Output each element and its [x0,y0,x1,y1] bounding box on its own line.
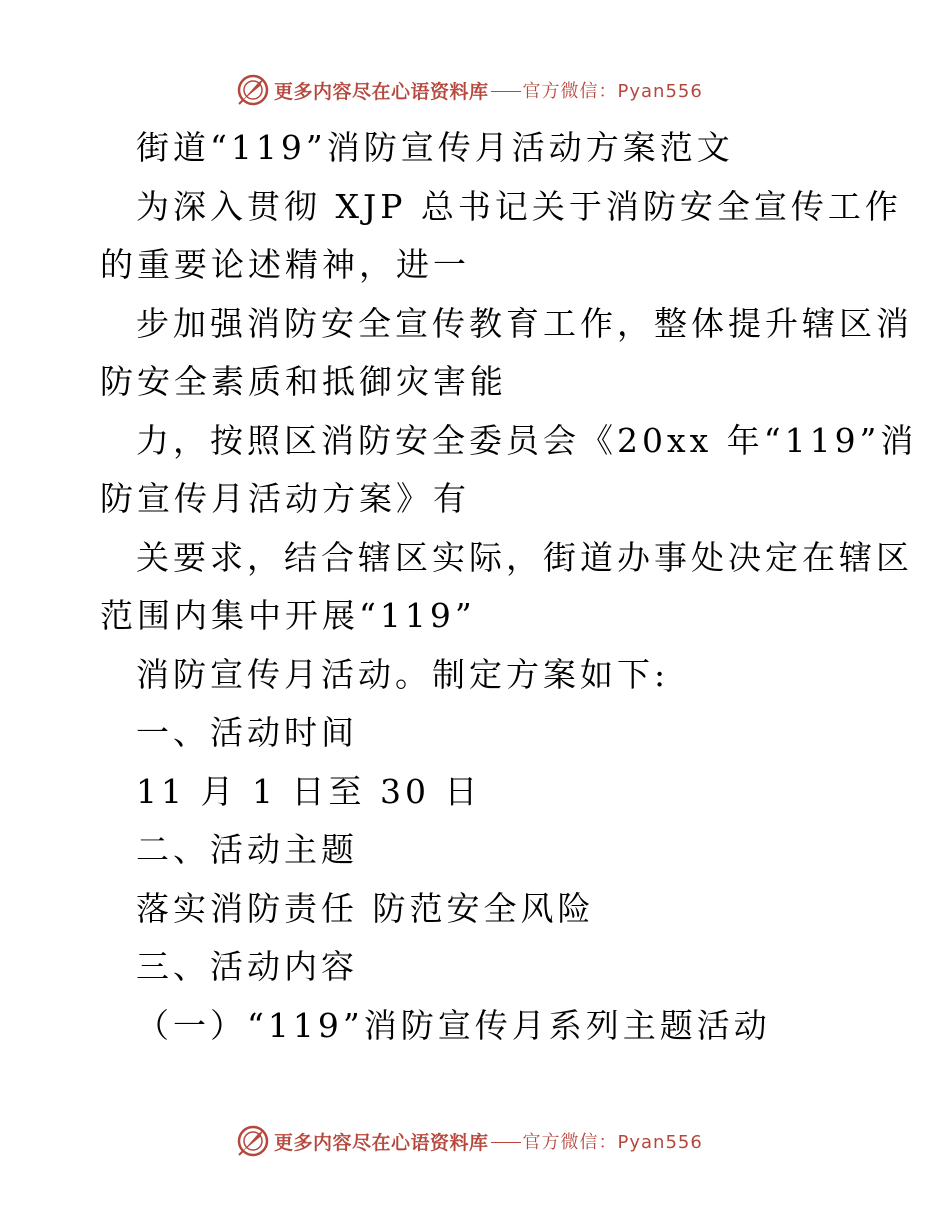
footer-watermark [236,1124,703,1158]
header-watermark [236,73,703,107]
subsection-heading: （一）“119”消防宣传月系列主题活动 [136,1006,771,1045]
paragraph-line: 为深入贯彻 XJP 总书记关于消防安全宣传工作 [136,187,902,226]
section-heading: 一、活动时间 [136,713,358,752]
paragraph-line: 关要求，结合辖区实际，街道办事处决定在辖区 [136,538,913,577]
watermark-sub-text: 官方微信：Pyan556 [522,81,703,102]
paragraph-line: 范围内集中开展“119” [100,596,476,635]
paragraph-line: 防宣传月活动方案》有 [100,479,470,518]
document-title: 街道“119”消防宣传月活动方案范文 [136,128,734,167]
watermark-main-text: 更多内容尽在心语资料库 [274,1131,489,1154]
watermark-dash [491,91,521,92]
paragraph-line: 11 月 1 日至 30 日 [136,772,482,811]
paragraph-line: 步加强消防安全宣传教育工作，整体提升辖区消 [136,304,913,343]
paragraph-line: 消防宣传月活动。制定方案如下: [136,655,670,694]
watermark-sub-text: 官方微信：Pyan556 [522,1132,703,1153]
paragraph-line: 落实消防责任 防范安全风险 [136,889,595,928]
quill-logo-icon [236,73,270,107]
quill-logo-icon [236,1124,270,1158]
paragraph-line: 力，按照区消防安全委员会《20xx 年“119”消 [136,421,918,460]
paragraph-line: 防安全素质和抵御灾害能 [100,362,507,401]
watermark-main-text: 更多内容尽在心语资料库 [274,80,489,103]
watermark-dash [491,1142,521,1143]
paragraph-line: 的重要论述精神，进一 [100,245,470,284]
section-heading: 二、活动主题 [136,830,358,869]
section-heading: 三、活动内容 [136,947,358,986]
